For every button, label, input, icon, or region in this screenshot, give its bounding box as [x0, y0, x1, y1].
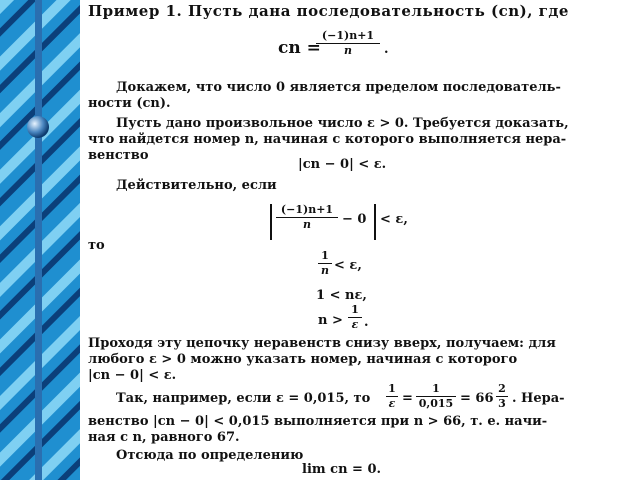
to-word: то — [88, 238, 105, 253]
paragraph-2-line-3: венство — [88, 148, 149, 163]
abs-bar-left — [270, 204, 272, 240]
big-formula-minus: − 0 — [342, 212, 367, 227]
cn-numerator: (−1)n+1 — [321, 29, 375, 42]
para4-frac2-den: 0,015 — [418, 397, 454, 410]
chain-line-3-lhs: n > — [318, 313, 343, 328]
big-denominator: n — [303, 218, 311, 231]
sidebar-rail — [35, 0, 42, 480]
limit-formula: lim cn = 0. — [302, 462, 382, 477]
chain-line-1-tail: < ε, — [334, 258, 362, 273]
para4-frac1-den: ε — [388, 397, 396, 410]
paragraph-4-line-3: ная с n, равного 67. — [88, 430, 240, 445]
para4-frac1-num: 1 — [388, 382, 396, 395]
abs-bar-right — [374, 204, 376, 240]
chain-line-2: 1 < nε, — [316, 288, 367, 303]
para4-fraction-2 — [416, 383, 456, 410]
paragraph-2-line-1: Пусть дано произвольное число ε > 0. Требуется доказать, — [116, 116, 569, 131]
big-numerator: (−1)n+1 — [280, 203, 334, 216]
cn-formula-lhs: cn = — [278, 38, 321, 58]
paragraph-1-line-2: ности (cn). — [88, 96, 171, 111]
big-formula-tail: < ε, — [380, 212, 408, 227]
chain-fraction-3 — [348, 304, 362, 331]
para4-fraction-1 — [386, 383, 398, 410]
example-title: Пример 1. Пусть дана последовательность (cn), где — [88, 2, 569, 20]
cn-formula-fraction — [316, 30, 380, 57]
paragraph-1-line-1: Докажем, что число 0 является пределом последователь- — [116, 80, 561, 95]
para4-mid: = 66 — [460, 391, 494, 406]
chain-3-denominator: ε — [351, 318, 359, 331]
indeed-line: Действительно, если — [116, 178, 277, 193]
inequality-1: |cn − 0| < ε. — [298, 157, 387, 172]
document-page — [80, 0, 640, 480]
paragraph-3-line-3: |cn − 0| < ε. — [88, 368, 177, 383]
cn-formula-tail: . — [384, 42, 389, 57]
paragraph-4-line-1-pre: Так, например, если ε = 0,015, то — [116, 391, 371, 406]
cn-denominator: n — [344, 44, 352, 57]
chain-fraction-1 — [318, 250, 332, 277]
paragraph-3-line-1: Проходя эту цепочку неравенств снизу вверх, получаем: для — [88, 336, 556, 351]
chain-3-numerator: 1 — [351, 303, 359, 316]
big-fraction — [276, 204, 338, 231]
chain-line-3-tail: . — [364, 315, 369, 330]
para4-frac3-num: 2 — [498, 382, 506, 395]
chain-1-numerator: 1 — [321, 249, 329, 262]
chain-1-denominator: n — [321, 264, 329, 277]
decorative-sidebar — [0, 0, 80, 480]
para4-equals: = — [402, 391, 413, 406]
paragraph-4-line-2: венство |cn − 0| < 0,015 выполняется при n > 66, т. е. начи- — [88, 414, 548, 429]
paragraph-2-line-2: что найдется номер n, начиная с которого выполняется нера- — [88, 132, 567, 147]
para4-frac3-den: 3 — [498, 397, 506, 410]
para4-line-1-tail: . Нера- — [512, 391, 565, 406]
paragraph-5: Отсюда по определению — [116, 448, 304, 463]
sidebar-bullet-icon — [27, 116, 49, 138]
para4-frac2-num: 1 — [432, 382, 440, 395]
paragraph-3-line-2: любого ε > 0 можно указать номер, начиная с которого — [88, 352, 518, 367]
para4-fraction-3 — [496, 383, 508, 410]
